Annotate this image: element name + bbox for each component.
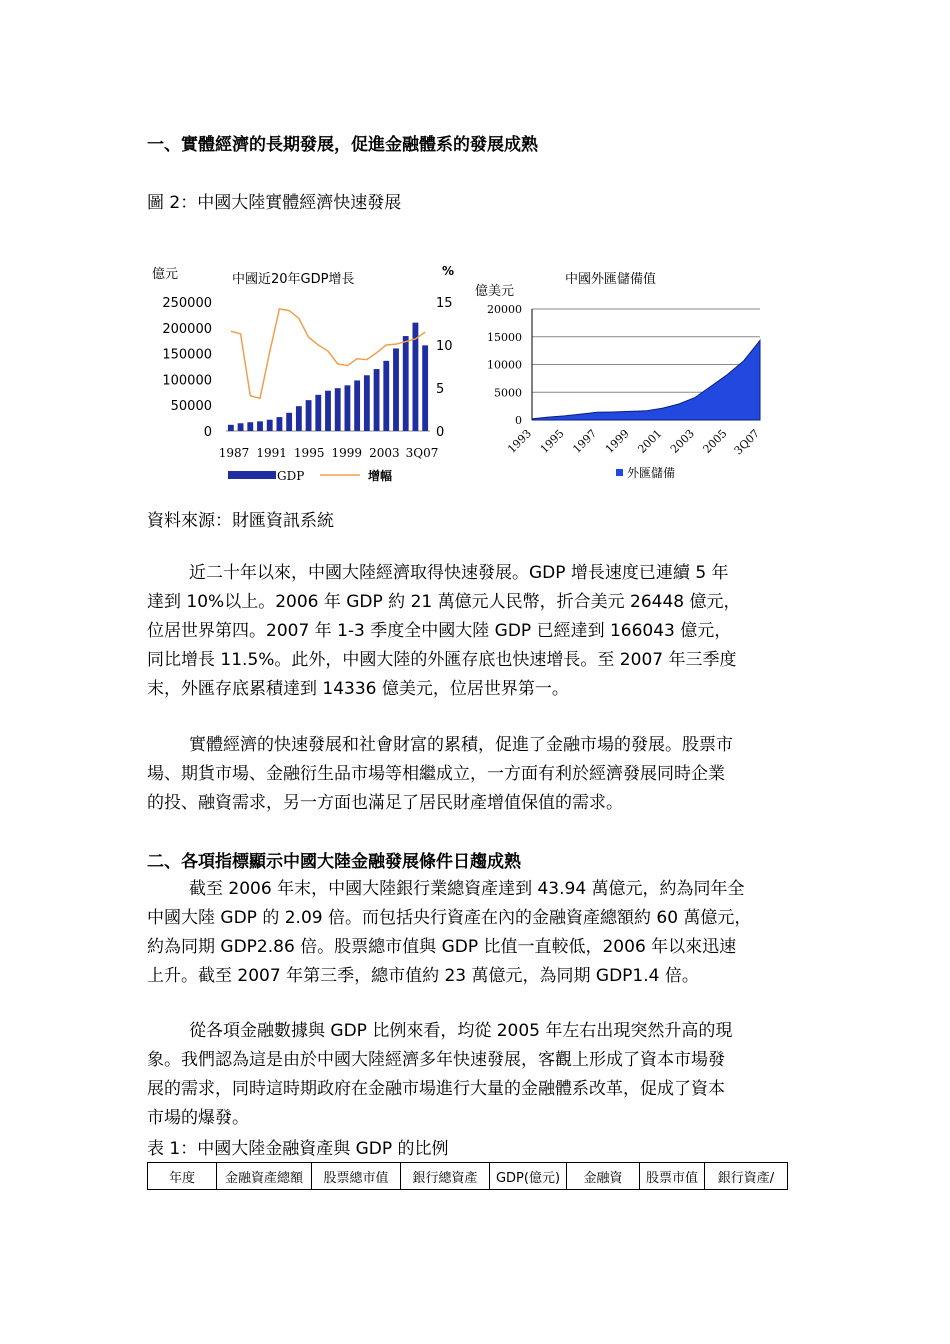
gdp-y2-ticks — [436, 296, 453, 440]
gdp-y-ticks — [162, 296, 212, 440]
gdp-bar — [315, 395, 321, 431]
gdp-x-tick-label: 1991 — [256, 446, 287, 460]
fx-x-tick-label: 3Q07 — [731, 426, 763, 458]
source-note: 資料來源：財匯資訊系統 — [147, 511, 334, 531]
gdp-bar — [286, 413, 292, 431]
text-line: 位居世界第四。2007 年 1-3 季度全中國大陸 GDP 已經達到 166043 億元， — [147, 621, 732, 641]
gdp-bar — [228, 425, 234, 431]
figure-caption: 圖 2：中國大陸實體經濟快速發展 — [147, 193, 402, 213]
fx-y-tick-label: 20000 — [487, 303, 522, 316]
table-header-cell: 股票市值 — [640, 1163, 705, 1190]
gdp-bar — [393, 348, 399, 431]
gdp-bar — [364, 375, 370, 431]
fx-x-tick-label: 2001 — [635, 426, 665, 456]
section1-heading: 一、實體經濟的長期發展，促進金融體系的發展成熟 — [147, 135, 538, 155]
gdp-x-tick-label: 1987 — [218, 446, 250, 460]
fx-y-tick-label: 0 — [515, 414, 522, 427]
fx-legend-swatch — [616, 469, 623, 476]
gdp-chart-y2label: % — [442, 264, 455, 278]
gdp-bar — [238, 423, 244, 431]
table-header-cell: 銀行資產/ — [705, 1163, 788, 1190]
gdp-x-ticks — [219, 446, 439, 460]
text-line: 象。我們認為這是由於中國大陸經濟多年快速發展，客觀上形成了資本市場發 — [147, 1050, 725, 1070]
gdp-chart-title: 中國近20年GDP增長 — [232, 272, 355, 287]
gdp-y2-tick-label: 10 — [436, 339, 453, 354]
gdp-y2-tick-label: 5 — [436, 382, 445, 397]
gdp-bars — [228, 323, 428, 431]
fx-y-tick-label: 15000 — [487, 330, 522, 344]
section2-heading: 二、各項指標顯示中國大陸金融發展條件日趨成熟 — [147, 852, 521, 872]
text-line: 約為同期 GDP2.86 倍。股票總市值與 GDP 比值一直較低，2006 年以來迅速 — [147, 937, 737, 957]
gdp-bar — [267, 420, 273, 431]
text-line: 場、期貨市場、金融衍生品市場等相繼成立，一方面有利於經濟發展同時企業 — [147, 764, 725, 784]
section1-paragraph-2 — [147, 731, 812, 818]
gdp-bar — [247, 422, 253, 431]
financial-ratio-table — [147, 1162, 788, 1190]
fx-legend-label: 外匯儲備 — [627, 466, 676, 480]
growth-legend-label: 增幅 — [368, 469, 393, 483]
fx-x-tick-label: 1999 — [602, 426, 632, 456]
table-header-cell: 金融資 — [567, 1163, 640, 1190]
gdp-bar — [403, 336, 409, 431]
text-line: 上升。截至 2007 年第三季，總市值約 23 萬億元，為同期 GDP1.4 倍。 — [147, 966, 699, 986]
section2-paragraph-1 — [147, 875, 812, 991]
table-header-cell: 銀行總資產 — [401, 1163, 490, 1190]
text-line: 市場的爆發。 — [147, 1108, 249, 1128]
gdp-bar — [354, 380, 360, 431]
gdp-bar — [296, 406, 302, 431]
text-line: 末，外匯存底累積達到 14336 億美元，位居世界第一。 — [147, 679, 569, 699]
fx-chart-title: 中國外匯儲備值 — [565, 272, 657, 287]
gdp-bar — [383, 361, 389, 431]
gdp-bar — [257, 421, 263, 431]
gdp-bar — [325, 391, 331, 431]
section1-paragraph-1 — [147, 559, 812, 704]
gdp-x-tick-label: 2003 — [369, 446, 400, 460]
gdp-chart — [140, 258, 460, 488]
gdp-y-tick-label: 200000 — [162, 321, 212, 337]
gdp-y-tick-label: 250000 — [162, 296, 212, 311]
section2-paragraph-2 — [147, 1017, 812, 1133]
fx-x-tick-label: 2003 — [667, 426, 697, 456]
fx-x-tick-label: 1993 — [505, 426, 535, 456]
table-header-row — [148, 1163, 788, 1190]
text-line: 從各項金融數據與 GDP 比例來看，均從 2005 年左右出現突然升高的現 — [189, 1021, 733, 1041]
gdp-y-tick-label: 150000 — [162, 347, 212, 363]
gdp-bar — [277, 417, 283, 431]
gdp-chart-ylabel: 億元 — [152, 267, 179, 282]
text-line: 的投、融資需求，另一方面也滿足了居民財產增值保值的需求。 — [147, 793, 623, 813]
gdp-x-tick-label: 1999 — [331, 446, 363, 460]
gdp-bar — [335, 388, 341, 431]
gdp-x-tick-label: 1995 — [293, 446, 325, 460]
text-line: 達到 10%以上。2006 年 GDP 約 21 萬億元人民幣，折合美元 26448 億元， — [147, 592, 741, 612]
fx-y-ticks — [487, 303, 522, 427]
fx-chart-ylabel: 億美元 — [475, 284, 515, 299]
gdp-y-tick-label: 50000 — [170, 399, 212, 415]
gdp-y2-tick-label: 0 — [436, 425, 445, 440]
gdp-legend-swatch — [228, 471, 276, 479]
gdp-y2-tick-label: 15 — [436, 296, 453, 311]
text-line: 同比增長 11.5%。此外，中國大陸的外匯存底也快速增長。至 2007 年三季度 — [147, 650, 737, 670]
fx-x-tick-label: 1995 — [537, 426, 567, 456]
gdp-bar — [374, 369, 380, 431]
gdp-bar — [345, 385, 351, 431]
fx-y-tick-label: 10000 — [487, 358, 522, 372]
table-header-cell: 股票總市值 — [312, 1163, 401, 1190]
fx-x-tick-label: 2005 — [700, 426, 730, 456]
text-line: 截至 2006 年末，中國大陸銀行業總資產達到 43.94 萬億元，約為同年全 — [189, 879, 745, 899]
gdp-y-tick-label: 100000 — [162, 373, 212, 389]
gdp-x-tick-label: 3Q07 — [405, 446, 439, 460]
text-line: 中國大陸 GDP 的 2.09 倍。而包括央行資產在內的金融資產總額約 60 萬億元， — [147, 908, 752, 928]
fx-x-tick-label: 1997 — [570, 426, 600, 456]
text-line: 近二十年以來，中國大陸經濟取得快速發展。GDP 增長速度已連續 5 年 — [189, 563, 729, 583]
gdp-legend-label: GDP — [277, 469, 305, 483]
fx-x-ticks — [505, 427, 762, 457]
fx-reserve-area — [532, 340, 760, 420]
gdp-bar — [422, 345, 428, 431]
gdp-y-tick-label: 0 — [203, 425, 212, 440]
gdp-bar — [306, 400, 312, 431]
table-caption: 表 1：中國大陸金融資產與 GDP 的比例 — [147, 1139, 449, 1159]
text-line: 展的需求，同時這時期政府在金融市場進行大量的金融體系改革，促成了資本 — [147, 1079, 725, 1099]
fx-chart — [470, 258, 780, 488]
table-header-cell: 年度 — [148, 1163, 217, 1190]
table-header-cell: GDP(億元) — [490, 1163, 567, 1190]
table-header-cell: 金融資產總額 — [217, 1163, 312, 1190]
fx-y-tick-label: 5000 — [494, 386, 522, 400]
text-line: 實體經濟的快速發展和社會財富的累積，促進了金融市場的發展。股票市 — [189, 735, 733, 755]
